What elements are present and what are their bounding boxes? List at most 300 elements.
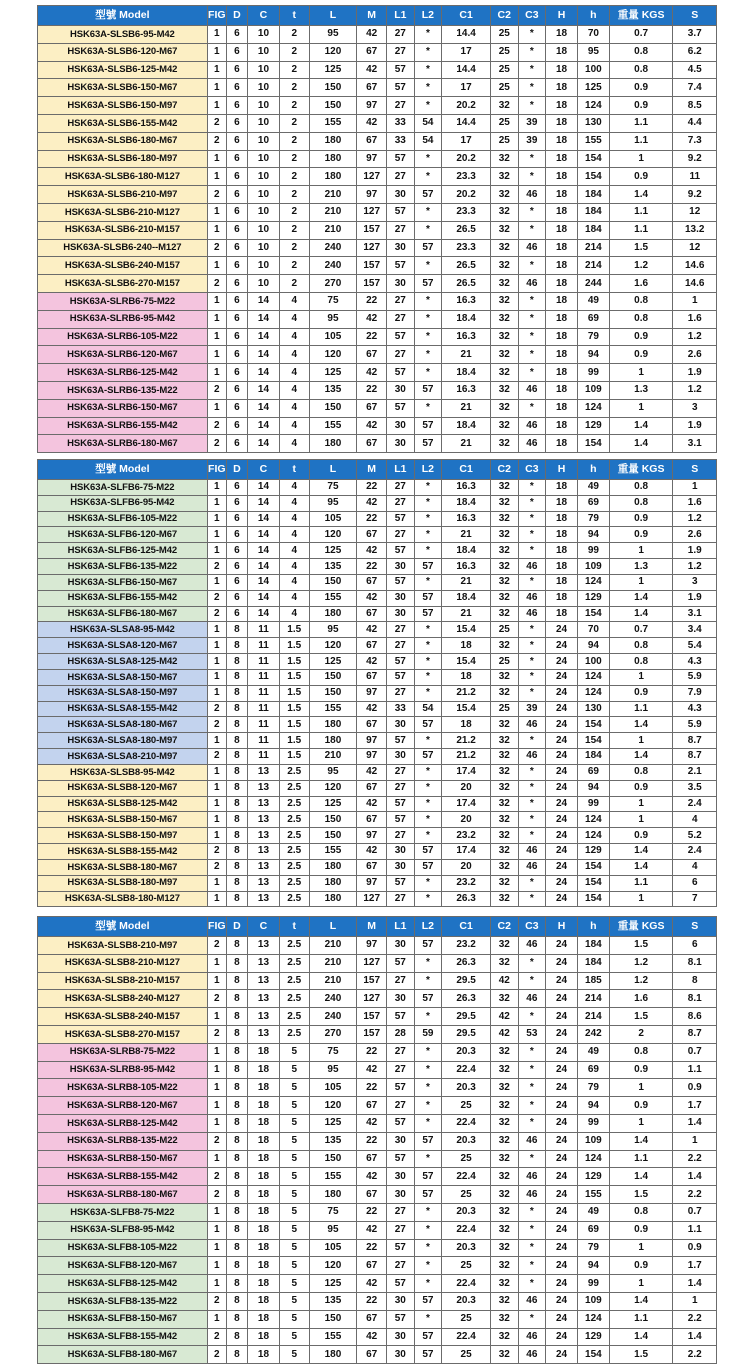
- table-cell: 30: [387, 590, 415, 606]
- table-cell: 184: [577, 186, 609, 204]
- table-cell: 24: [546, 717, 578, 733]
- table-cell: 1: [207, 972, 226, 990]
- table-cell: 8: [226, 954, 247, 972]
- table-cell: 97: [357, 186, 387, 204]
- table-cell: 184: [577, 203, 609, 221]
- table-cell: 1: [207, 796, 226, 812]
- table-cell: *: [518, 1043, 546, 1061]
- table-cell: 22.4: [442, 1168, 491, 1186]
- model-cell: HSK63A-SLFB8-95-M42: [38, 1221, 208, 1239]
- table-cell: 75: [309, 292, 357, 310]
- table-cell: *: [518, 812, 546, 828]
- column-header: L1: [387, 460, 415, 480]
- model-cell: HSK63A-SLSB6-210-M157: [38, 221, 208, 239]
- table-cell: 18: [248, 1203, 280, 1221]
- table-cell: 10: [248, 275, 280, 293]
- table-cell: 4: [279, 480, 309, 496]
- table-cell: 67: [357, 1150, 387, 1168]
- table-cell: 2: [207, 186, 226, 204]
- table-cell: 27: [387, 1257, 415, 1275]
- table-cell: 95: [577, 43, 609, 61]
- table-row: [38, 1114, 717, 1132]
- table-cell: 2: [279, 257, 309, 275]
- table-cell: 1: [609, 1275, 673, 1293]
- table-cell: *: [518, 26, 546, 44]
- table-cell: 8.6: [673, 1008, 717, 1026]
- table-cell: 24: [546, 937, 578, 955]
- table-cell: 1: [207, 654, 226, 670]
- table-cell: 18: [546, 527, 578, 543]
- table-cell: 0.8: [609, 495, 673, 511]
- table-row: [38, 796, 717, 812]
- table-cell: *: [414, 638, 442, 654]
- table-cell: 185: [577, 972, 609, 990]
- table-cell: 22: [357, 559, 387, 575]
- table-cell: 127: [357, 954, 387, 972]
- table-row: [38, 1008, 717, 1026]
- table-cell: 1: [207, 638, 226, 654]
- table-cell: 57: [387, 954, 415, 972]
- table-row: [38, 480, 717, 496]
- table-cell: 3: [673, 399, 717, 417]
- table-cell: 8: [226, 1114, 247, 1132]
- table-cell: 24: [546, 1008, 578, 1026]
- table-cell: 20.3: [442, 1132, 491, 1150]
- column-header: 重量 KGS: [609, 917, 673, 937]
- table-cell: 22: [357, 328, 387, 346]
- table-cell: 24: [546, 1150, 578, 1168]
- table-cell: 6: [226, 43, 247, 61]
- table-cell: 124: [577, 1150, 609, 1168]
- table-cell: *: [518, 1114, 546, 1132]
- table-row: [38, 590, 717, 606]
- table-cell: 6: [226, 26, 247, 44]
- table-cell: 46: [518, 1186, 546, 1204]
- column-header: C3: [518, 6, 546, 26]
- table-cell: 154: [577, 1346, 609, 1364]
- table-cell: *: [414, 527, 442, 543]
- table-cell: 25: [442, 1310, 491, 1328]
- column-header: L: [309, 460, 357, 480]
- table-cell: *: [414, 221, 442, 239]
- column-header: 型號 Model: [38, 917, 208, 937]
- table-cell: 2: [207, 749, 226, 765]
- table-cell: 24: [546, 780, 578, 796]
- table-cell: 8: [226, 937, 247, 955]
- table-cell: 25: [490, 701, 518, 717]
- table-row: [38, 346, 717, 364]
- table-row: [38, 972, 717, 990]
- table-cell: 14: [248, 574, 280, 590]
- table-cell: 1: [207, 310, 226, 328]
- table-cell: 14: [248, 480, 280, 496]
- table-cell: 155: [577, 132, 609, 150]
- table-cell: *: [414, 1239, 442, 1257]
- table-cell: 1.4: [609, 717, 673, 733]
- table-cell: 1: [207, 733, 226, 749]
- table-cell: *: [414, 654, 442, 670]
- table-cell: 22: [357, 1239, 387, 1257]
- table-cell: 32: [490, 574, 518, 590]
- table-cell: 2: [207, 1328, 226, 1346]
- table-cell: 10: [248, 150, 280, 168]
- table-cell: 8: [226, 1310, 247, 1328]
- table-cell: 1: [207, 1203, 226, 1221]
- table-cell: 184: [577, 749, 609, 765]
- table-cell: 1: [609, 543, 673, 559]
- table-cell: 1.5: [279, 654, 309, 670]
- table-cell: 120: [309, 780, 357, 796]
- table-cell: *: [518, 168, 546, 186]
- table-cell: 24: [546, 828, 578, 844]
- table-cell: 129: [577, 590, 609, 606]
- table-cell: 20.3: [442, 1292, 491, 1310]
- table-cell: 57: [387, 812, 415, 828]
- table-cell: 1.1: [609, 1310, 673, 1328]
- table-cell: 46: [518, 606, 546, 622]
- table-cell: 24: [546, 1097, 578, 1115]
- table-cell: 21: [442, 606, 491, 622]
- table-row: [38, 132, 717, 150]
- table-cell: *: [518, 669, 546, 685]
- table-cell: 57: [387, 79, 415, 97]
- table-cell: 0.9: [609, 780, 673, 796]
- table-cell: 32: [490, 1292, 518, 1310]
- table-cell: 8: [226, 1221, 247, 1239]
- table-cell: 4.4: [673, 114, 717, 132]
- table-cell: 210: [309, 221, 357, 239]
- table-cell: 1.3: [609, 559, 673, 575]
- table-cell: 17: [442, 132, 491, 150]
- table-cell: 46: [518, 239, 546, 257]
- table-cell: 1: [609, 364, 673, 382]
- table-cell: 1.4: [609, 844, 673, 860]
- table-cell: 0.9: [609, 79, 673, 97]
- table-row: [38, 1168, 717, 1186]
- table-cell: 17.4: [442, 764, 491, 780]
- table-cell: 8: [226, 1346, 247, 1364]
- table-cell: 32: [490, 717, 518, 733]
- table-cell: 42: [357, 543, 387, 559]
- table-cell: 18: [248, 1132, 280, 1150]
- table-cell: 32: [490, 399, 518, 417]
- table-cell: 184: [577, 221, 609, 239]
- column-header: t: [279, 6, 309, 26]
- table-cell: 6: [226, 221, 247, 239]
- table-cell: 8: [226, 1168, 247, 1186]
- table-cell: 46: [518, 717, 546, 733]
- table-cell: 46: [518, 381, 546, 399]
- table-cell: 1: [673, 1132, 717, 1150]
- table-cell: 13: [248, 891, 280, 907]
- table-cell: 30: [387, 1132, 415, 1150]
- table-cell: 1.2: [609, 954, 673, 972]
- model-cell: HSK63A-SLSA8-210-M97: [38, 749, 208, 765]
- table-cell: 30: [387, 275, 415, 293]
- table-cell: *: [518, 346, 546, 364]
- table-cell: 0.9: [609, 511, 673, 527]
- table-cell: 46: [518, 435, 546, 453]
- table-cell: *: [518, 495, 546, 511]
- table-cell: 32: [490, 1114, 518, 1132]
- table-cell: 42: [357, 61, 387, 79]
- table-cell: 67: [357, 132, 387, 150]
- table-cell: 32: [490, 749, 518, 765]
- table-row: [38, 1186, 717, 1204]
- table-cell: 10: [248, 132, 280, 150]
- table-cell: *: [414, 1043, 442, 1061]
- table-cell: 18.4: [442, 543, 491, 559]
- table-cell: 15.4: [442, 654, 491, 670]
- table-cell: 42: [357, 796, 387, 812]
- table-cell: 7.9: [673, 685, 717, 701]
- table-cell: 13: [248, 875, 280, 891]
- table-cell: *: [414, 310, 442, 328]
- model-cell: HSK63A-SLSB6-125-M42: [38, 61, 208, 79]
- table-cell: 1.1: [609, 114, 673, 132]
- table-cell: 57: [414, 1186, 442, 1204]
- table-cell: 125: [309, 796, 357, 812]
- table-cell: 4: [673, 812, 717, 828]
- table-cell: 67: [357, 399, 387, 417]
- table-cell: 14: [248, 346, 280, 364]
- column-header: C3: [518, 917, 546, 937]
- table-cell: 14: [248, 543, 280, 559]
- table-cell: 30: [387, 1292, 415, 1310]
- column-header: C2: [490, 460, 518, 480]
- column-header: 重量 KGS: [609, 6, 673, 26]
- table-cell: 1.1: [609, 1150, 673, 1168]
- table-cell: 42: [357, 1275, 387, 1293]
- table-cell: 18: [546, 275, 578, 293]
- table-cell: *: [414, 511, 442, 527]
- table-cell: 18: [248, 1186, 280, 1204]
- table-cell: 69: [577, 1221, 609, 1239]
- table-cell: 22.4: [442, 1114, 491, 1132]
- table-cell: 8: [226, 685, 247, 701]
- table-cell: 24: [546, 685, 578, 701]
- table-cell: 10: [248, 26, 280, 44]
- table-cell: 32: [490, 685, 518, 701]
- table-cell: 46: [518, 937, 546, 955]
- table-cell: 214: [577, 257, 609, 275]
- table-row: [38, 543, 717, 559]
- table-cell: 0.9: [673, 1079, 717, 1097]
- table-cell: 25: [442, 1150, 491, 1168]
- table-cell: 57: [387, 733, 415, 749]
- table-cell: 2: [207, 1292, 226, 1310]
- table-cell: 8: [226, 1061, 247, 1079]
- table-cell: 18: [248, 1346, 280, 1364]
- table-cell: 27: [387, 495, 415, 511]
- table-cell: 22.4: [442, 1221, 491, 1239]
- table-cell: *: [414, 543, 442, 559]
- column-header: C2: [490, 917, 518, 937]
- table-cell: 109: [577, 559, 609, 575]
- table-cell: 120: [309, 527, 357, 543]
- model-cell: HSK63A-SLSB6-240-M157: [38, 257, 208, 275]
- table-cell: *: [518, 1061, 546, 1079]
- table-cell: 26.3: [442, 990, 491, 1008]
- table-cell: 20.3: [442, 1203, 491, 1221]
- column-header: D: [226, 460, 247, 480]
- table-cell: 0.7: [609, 622, 673, 638]
- table-cell: 127: [357, 891, 387, 907]
- table-cell: 27: [387, 480, 415, 496]
- table-cell: *: [414, 733, 442, 749]
- column-header: t: [279, 917, 309, 937]
- table-cell: 1.4: [609, 435, 673, 453]
- table-cell: 157: [357, 1025, 387, 1043]
- table-cell: 67: [357, 780, 387, 796]
- table-cell: 1.4: [609, 606, 673, 622]
- table-cell: 46: [518, 1292, 546, 1310]
- table-cell: 33: [387, 701, 415, 717]
- table-cell: 30: [387, 844, 415, 860]
- table-cell: 22: [357, 1292, 387, 1310]
- table-cell: 8: [226, 875, 247, 891]
- table-cell: 6: [226, 590, 247, 606]
- table-cell: 18: [546, 150, 578, 168]
- table-cell: 79: [577, 1079, 609, 1097]
- table-cell: *: [518, 511, 546, 527]
- table-cell: 1: [207, 891, 226, 907]
- table-cell: 0.9: [609, 828, 673, 844]
- table-cell: 32: [490, 1221, 518, 1239]
- table-cell: 5: [279, 1097, 309, 1115]
- table-cell: 2.2: [673, 1346, 717, 1364]
- table-cell: 42: [357, 654, 387, 670]
- table-cell: 67: [357, 638, 387, 654]
- column-header: FIG: [207, 460, 226, 480]
- table-cell: 24: [546, 1043, 578, 1061]
- table-cell: 32: [490, 733, 518, 749]
- table-cell: 5.9: [673, 717, 717, 733]
- table-cell: 8: [226, 1239, 247, 1257]
- table-cell: 18: [546, 292, 578, 310]
- table-cell: 270: [309, 1025, 357, 1043]
- table-cell: 27: [387, 891, 415, 907]
- table-cell: 2: [207, 606, 226, 622]
- table-cell: 2: [207, 435, 226, 453]
- table-cell: 18: [248, 1061, 280, 1079]
- table-cell: 25: [490, 622, 518, 638]
- model-cell: HSK63A-SLRB6-120-M67: [38, 346, 208, 364]
- table-cell: 1.6: [609, 990, 673, 1008]
- table-row: [38, 257, 717, 275]
- table-cell: 20: [442, 780, 491, 796]
- table-cell: 240: [309, 257, 357, 275]
- table-cell: 18: [546, 257, 578, 275]
- table-cell: 4: [279, 435, 309, 453]
- table-cell: 11: [248, 701, 280, 717]
- table-cell: 8: [226, 1257, 247, 1275]
- table-cell: 18: [248, 1097, 280, 1115]
- table-cell: 10: [248, 203, 280, 221]
- table-cell: 8: [226, 1043, 247, 1061]
- model-cell: HSK63A-SLSA8-150-M67: [38, 669, 208, 685]
- table-cell: *: [414, 685, 442, 701]
- table-cell: 1.7: [673, 1257, 717, 1275]
- table-cell: 0.9: [609, 168, 673, 186]
- table-row: [38, 1328, 717, 1346]
- table-cell: 25: [490, 43, 518, 61]
- table-cell: 6: [226, 346, 247, 364]
- table-cell: 18: [546, 606, 578, 622]
- table-cell: 100: [577, 654, 609, 670]
- table-cell: 1.1: [609, 221, 673, 239]
- table-cell: 1.5: [609, 1346, 673, 1364]
- table-cell: 13: [248, 990, 280, 1008]
- table-cell: 0.8: [609, 764, 673, 780]
- table-cell: 21: [442, 435, 491, 453]
- table-cell: 57: [387, 1114, 415, 1132]
- table-cell: 1: [207, 203, 226, 221]
- table-cell: 20.3: [442, 1043, 491, 1061]
- table-cell: 1.5: [609, 1008, 673, 1026]
- model-cell: HSK63A-SLFB6-105-M22: [38, 511, 208, 527]
- table-cell: 8: [226, 1150, 247, 1168]
- table-cell: 32: [490, 891, 518, 907]
- table-cell: *: [518, 1097, 546, 1115]
- column-header: C2: [490, 6, 518, 26]
- table-cell: 30: [387, 937, 415, 955]
- table-cell: 46: [518, 1328, 546, 1346]
- table-cell: 32: [490, 1310, 518, 1328]
- table-cell: *: [518, 328, 546, 346]
- table-cell: 2.5: [279, 812, 309, 828]
- table-cell: 24: [546, 1221, 578, 1239]
- table-cell: 24: [546, 1186, 578, 1204]
- model-cell: HSK63A-SLRB8-120-M67: [38, 1097, 208, 1115]
- spec-table-1: [37, 5, 717, 453]
- table-cell: 1: [207, 543, 226, 559]
- table-row: [38, 97, 717, 115]
- table-cell: *: [414, 828, 442, 844]
- table-cell: 16.3: [442, 381, 491, 399]
- table-cell: 1.6: [673, 310, 717, 328]
- table-cell: 135: [309, 381, 357, 399]
- table-cell: 5: [279, 1328, 309, 1346]
- model-cell: HSK63A-SLSB6-210-M97: [38, 186, 208, 204]
- table-cell: 0.9: [609, 97, 673, 115]
- table-cell: 12: [673, 239, 717, 257]
- table-cell: 20.2: [442, 186, 491, 204]
- table-cell: *: [518, 1275, 546, 1293]
- table-cell: 270: [309, 275, 357, 293]
- table-cell: 14: [248, 511, 280, 527]
- table-cell: 1: [207, 292, 226, 310]
- table-row: [38, 511, 717, 527]
- table-cell: 8: [226, 780, 247, 796]
- table-cell: 13: [248, 796, 280, 812]
- table-cell: *: [518, 257, 546, 275]
- table-cell: 10: [248, 79, 280, 97]
- table-cell: 57: [414, 1328, 442, 1346]
- table-cell: *: [518, 764, 546, 780]
- table-cell: 2: [207, 590, 226, 606]
- table-cell: 125: [309, 61, 357, 79]
- table-cell: 1: [207, 1114, 226, 1132]
- table-cell: 24: [546, 1310, 578, 1328]
- table-cell: *: [518, 203, 546, 221]
- table-cell: 49: [577, 1043, 609, 1061]
- table-cell: 2: [207, 559, 226, 575]
- column-header: L: [309, 6, 357, 26]
- table-cell: 18: [546, 495, 578, 511]
- table-cell: 28: [387, 1025, 415, 1043]
- table-cell: 1: [207, 328, 226, 346]
